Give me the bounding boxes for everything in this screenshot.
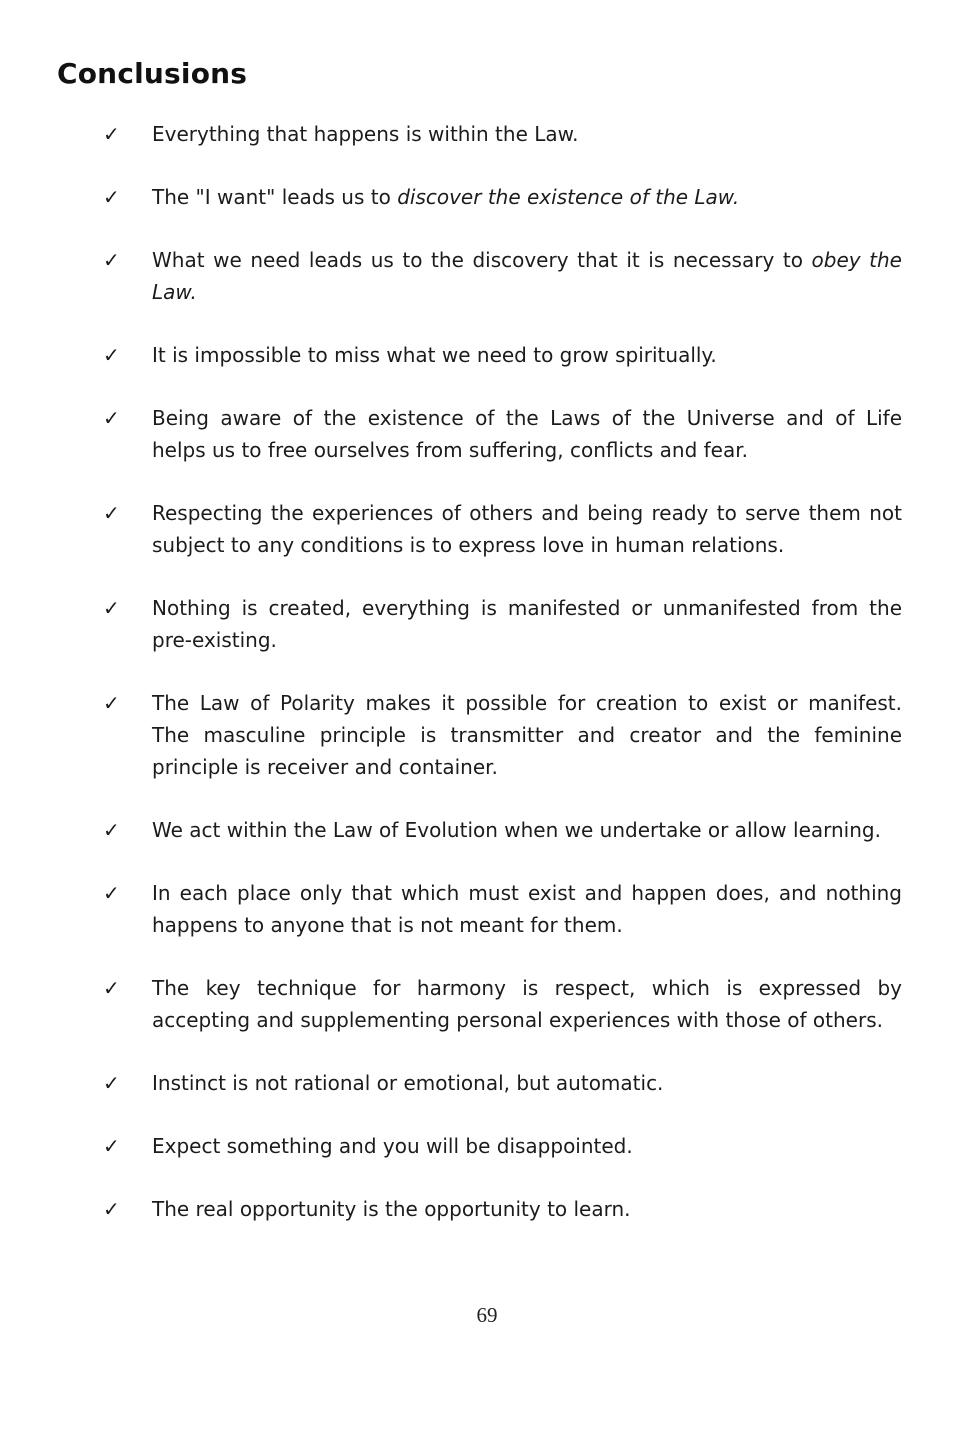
checkmark-icon: ✓	[103, 976, 120, 1000]
list-item-text	[152, 339, 902, 371]
text-run: Being aware of the existence of the Laws of the Universe and of Life	[152, 406, 902, 430]
text-line	[152, 1193, 902, 1225]
text-line	[152, 118, 902, 150]
text-run: Nothing is created, everything is manifested or unmanifested from the	[152, 596, 902, 620]
checkmark-icon: ✓	[103, 406, 120, 430]
text-line	[152, 972, 902, 1004]
text-line	[152, 402, 902, 434]
italic-text-run: obey the	[811, 248, 902, 272]
list-item	[0, 972, 960, 1036]
text-line	[152, 497, 902, 529]
italic-text-run: discover the existence of the Law.	[397, 185, 740, 209]
list-item-text	[152, 972, 902, 1036]
text-run: subject to any conditions is to express love in human relations.	[152, 533, 785, 557]
text-run: Everything that happens is within the Law.	[152, 122, 579, 146]
text-line	[152, 877, 902, 909]
checkmark-icon: ✓	[103, 1197, 120, 1221]
list-item	[0, 877, 960, 941]
text-run: principle is receiver and container.	[152, 755, 498, 779]
text-run: The "I want" leads us to	[152, 185, 398, 209]
text-run: The Law of Polarity makes it possible for creation to exist or manifest.	[152, 691, 902, 715]
text-line	[152, 529, 902, 561]
list-item-text	[152, 181, 902, 213]
checkmark-icon: ✓	[103, 185, 120, 209]
list-item	[0, 592, 960, 656]
list-item-text	[152, 1130, 902, 1162]
text-run: We act within the Law of Evolution when we undertake or allow learning.	[152, 818, 881, 842]
text-run: What we need leads us to the discovery that it is necessary to	[152, 248, 812, 272]
list-item-text	[152, 497, 902, 561]
checkmark-icon: ✓	[103, 596, 120, 620]
text-line	[152, 909, 902, 941]
text-line	[152, 181, 902, 213]
list-item-text	[152, 118, 902, 150]
text-line	[152, 276, 902, 308]
checkmark-icon: ✓	[103, 1071, 120, 1095]
list-item-text	[152, 402, 902, 466]
text-run: accepting and supplementing personal experiences with those of others.	[152, 1008, 883, 1032]
text-line	[152, 624, 902, 656]
text-run: It is impossible to miss what we need to grow spiritually.	[152, 343, 717, 367]
checkmark-icon: ✓	[103, 343, 120, 367]
text-run: Instinct is not rational or emotional, but automatic.	[152, 1071, 664, 1095]
checkmark-icon: ✓	[103, 122, 120, 146]
text-run: helps us to free ourselves from suffering, conflicts and fear.	[152, 438, 748, 462]
list-item	[0, 118, 960, 150]
text-line	[152, 1004, 902, 1036]
list-item	[0, 814, 960, 846]
text-line	[152, 687, 902, 719]
list-item	[0, 244, 960, 308]
list-item	[0, 497, 960, 561]
text-line	[152, 1067, 902, 1099]
text-run: Expect something and you will be disappointed.	[152, 1134, 633, 1158]
italic-text-run: Law.	[152, 280, 197, 304]
list-item	[0, 402, 960, 466]
list-item-text	[152, 592, 902, 656]
checkmark-icon: ✓	[103, 1134, 120, 1158]
page-number: 69	[476, 1303, 498, 1327]
text-run: The masculine principle is transmitter and creator and the feminine	[152, 723, 902, 747]
checkmark-icon: ✓	[103, 818, 120, 842]
document-page	[0, 58, 960, 1327]
list-item-text	[152, 877, 902, 941]
list-item-text	[152, 1193, 902, 1225]
text-line	[152, 814, 902, 846]
list-item-text	[152, 814, 902, 846]
text-run: happens to anyone that is not meant for them.	[152, 913, 623, 937]
text-run: Respecting the experiences of others and being ready to serve them not	[152, 501, 902, 525]
list-item	[0, 1193, 960, 1225]
text-line	[152, 1130, 902, 1162]
list-item-text	[152, 244, 902, 308]
checkmark-icon: ✓	[103, 248, 120, 272]
checkmark-icon: ✓	[103, 691, 120, 715]
checkmark-icon: ✓	[103, 881, 120, 905]
text-run: pre-existing.	[152, 628, 277, 652]
text-line	[152, 719, 902, 751]
list-item-text	[152, 687, 902, 783]
text-run: The key technique for harmony is respect, which is expressed by	[152, 976, 902, 1000]
list-item-text	[152, 1067, 902, 1099]
text-run: In each place only that which must exist and happen does, and nothing	[152, 881, 902, 905]
list-item	[0, 181, 960, 213]
page-title: Conclusions	[57, 57, 248, 90]
list-item	[0, 339, 960, 371]
text-run: The real opportunity is the opportunity to learn.	[152, 1197, 631, 1221]
checkmark-icon: ✓	[103, 501, 120, 525]
text-line	[152, 434, 902, 466]
conclusion-list	[0, 118, 960, 1225]
list-item	[0, 1130, 960, 1162]
text-line	[152, 339, 902, 371]
list-item	[0, 1067, 960, 1099]
text-line	[152, 244, 902, 276]
list-item	[0, 687, 960, 783]
text-line	[152, 751, 902, 783]
text-line	[152, 592, 902, 624]
